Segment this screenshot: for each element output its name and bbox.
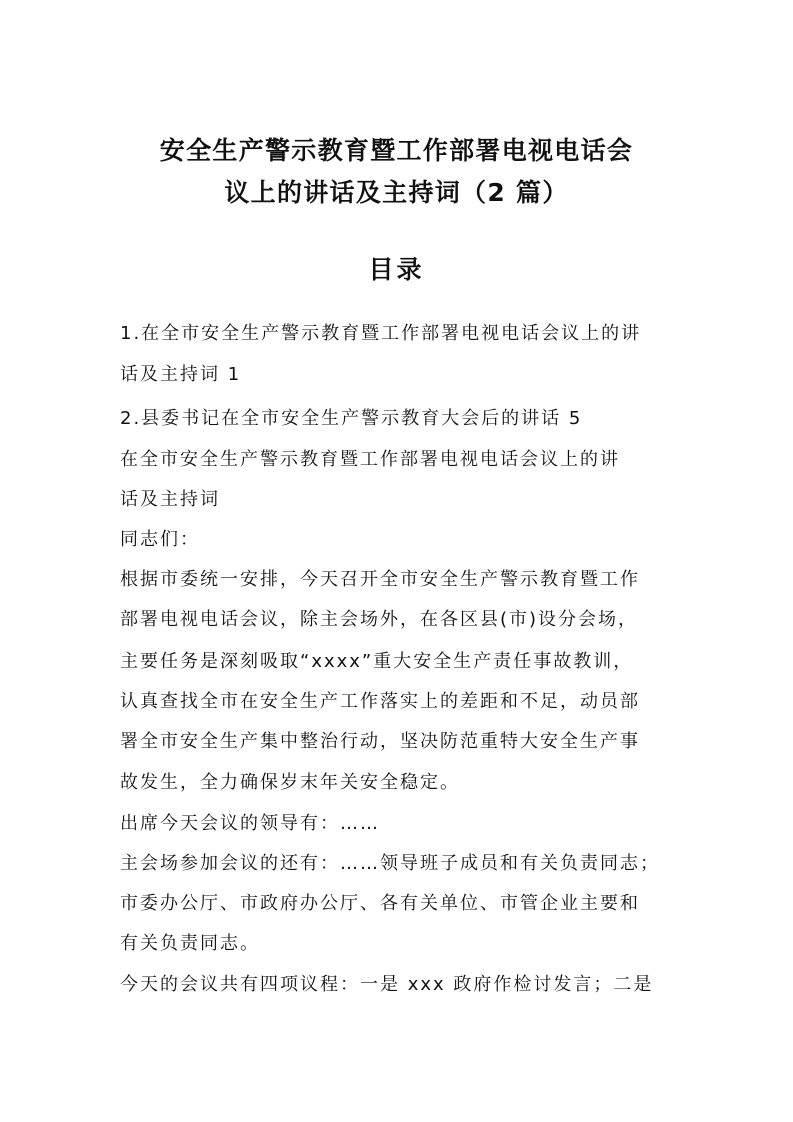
toc-entry-1: 1.在全市安全生产警示教育暨工作部署电视电话会议上的讲	[120, 323, 642, 344]
body-line: 故发生，全力确保岁末年关安全稳定。	[120, 772, 460, 793]
section-title-cont: 话及主持词	[120, 489, 220, 510]
toc-heading: 目录	[368, 255, 425, 284]
body-line: 出席今天会议的领导有：……	[120, 813, 380, 834]
body-line: 认真查找全市在安全生产工作落实上的差距和不足，动员部	[120, 691, 640, 712]
document-title-line-1: 安全生产警示教育暨工作部署电视电话会	[159, 136, 634, 165]
toc-entry-1-cont: 话及主持词 1	[120, 364, 242, 385]
body-line: 根据市委统一安排，今天召开全市安全生产警示教育暨工作	[120, 569, 640, 590]
body-line: 主要任务是深刻吸取“xxxx”重大安全生产责任事故教训，	[120, 651, 634, 672]
body-line: 有关负责同志。	[120, 933, 260, 954]
salutation: 同志们：	[120, 529, 200, 550]
toc-entry-2: 2.县委书记在全市安全生产警示教育大会后的讲话 5	[120, 408, 583, 429]
body-line: 署全市安全生产集中整治行动，坚决防范重特大安全生产事	[120, 731, 640, 752]
body-line: 主会场参加会议的还有：……领导班子成员和有关负责同志；	[120, 853, 660, 874]
document-title-line-2: 议上的讲话及主持词（2 篇）	[224, 178, 569, 207]
section-title: 在全市安全生产警示教育暨工作部署电视电话会议上的讲	[120, 449, 620, 470]
body-line: 部署电视电话会议，除主会场外，在各区县(市)设分会场，	[120, 609, 639, 630]
body-line: 市委办公厅、市政府办公厅、各有关单位、市管企业主要和	[120, 893, 640, 914]
body-line: 今天的会议共有四项议程：一是 xxx 政府作检讨发言；二是	[120, 974, 654, 995]
